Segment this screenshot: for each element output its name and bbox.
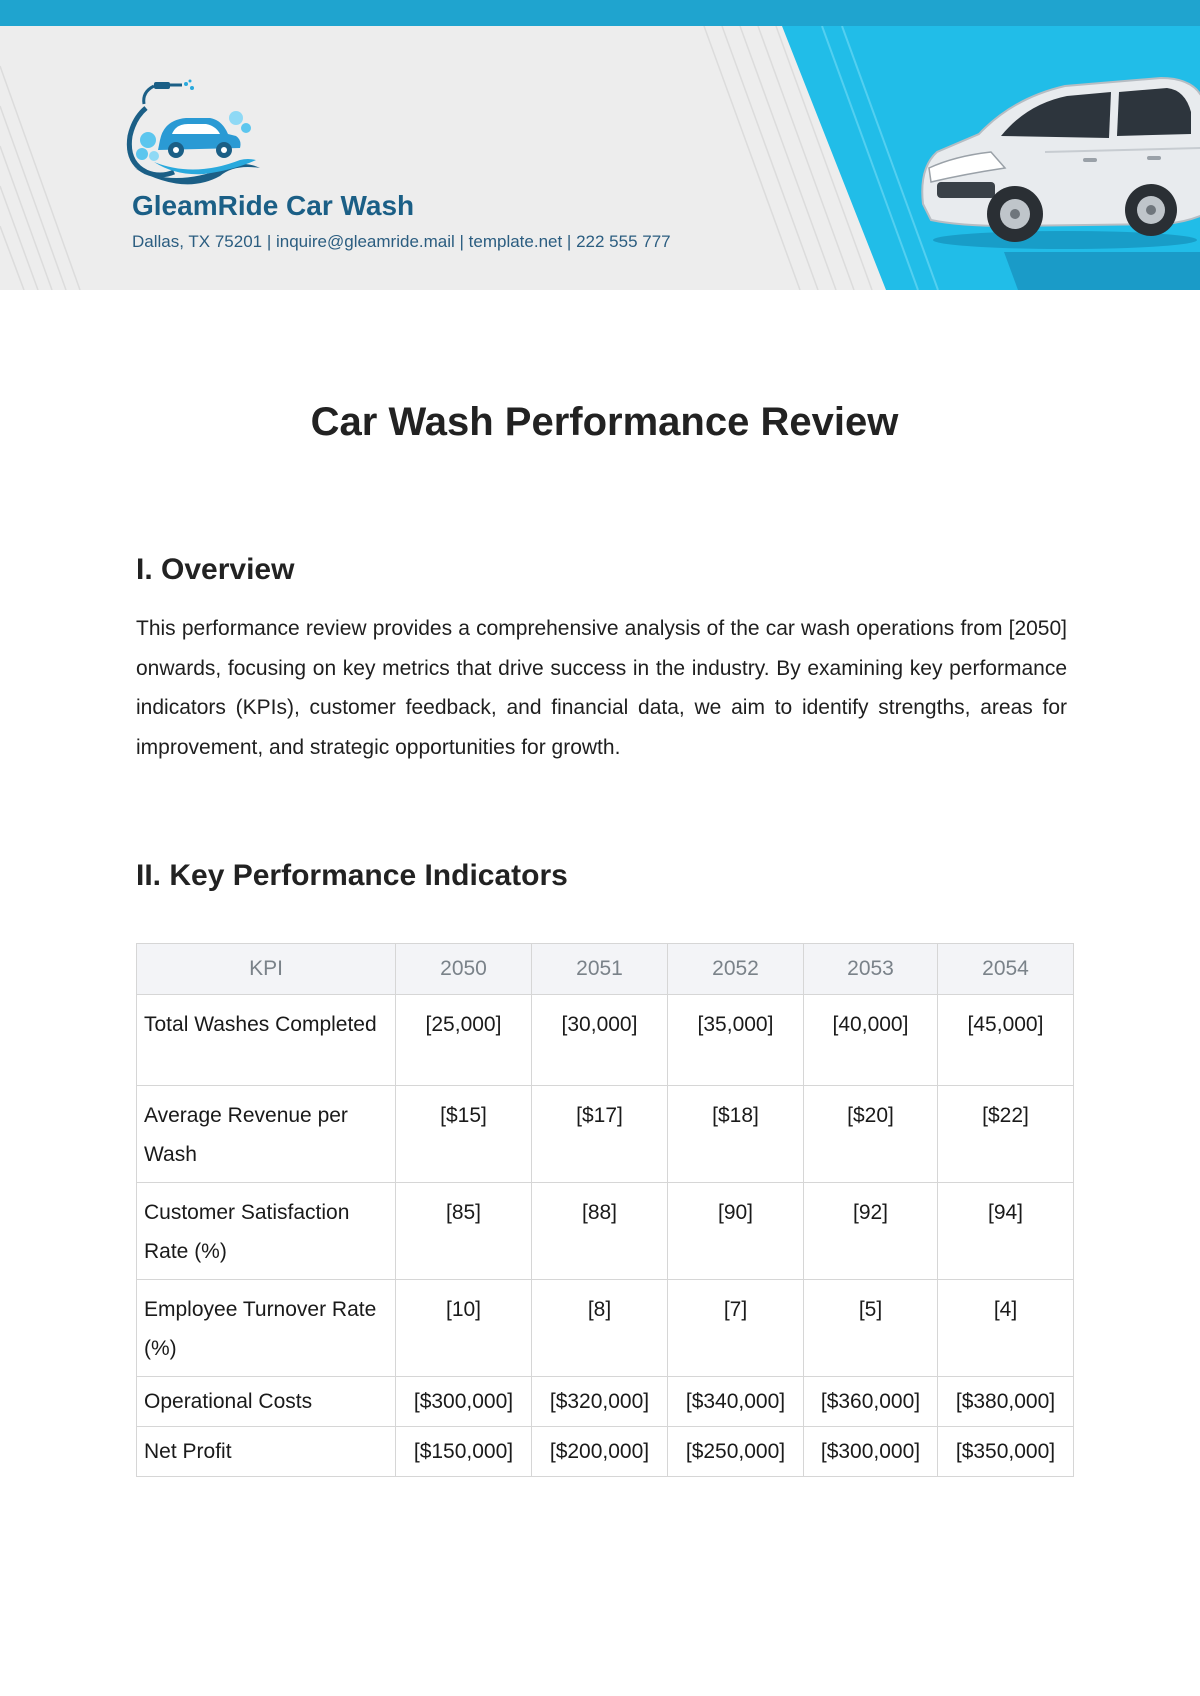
kpi-label: Employee Turnover Rate (%)	[137, 1280, 396, 1377]
table-cell: [94]	[938, 1183, 1074, 1280]
table-row	[137, 1183, 1074, 1280]
table-cell: [$22]	[938, 1086, 1074, 1183]
table-cell: [88]	[532, 1183, 668, 1280]
table-header-row	[137, 944, 1074, 995]
table-row	[137, 995, 1074, 1086]
table-cell: [$300,000]	[396, 1377, 532, 1427]
section-heading-overview: I. Overview	[136, 553, 295, 586]
kpi-label: Net Profit	[137, 1427, 396, 1477]
minivan-icon	[915, 64, 1200, 254]
kpi-table	[136, 943, 1074, 1477]
table-cell: [$340,000]	[668, 1377, 804, 1427]
table-row	[137, 1086, 1074, 1183]
table-cell: [$380,000]	[938, 1377, 1074, 1427]
table-cell: [7]	[668, 1280, 804, 1377]
table-cell: [$18]	[668, 1086, 804, 1183]
table-cell: [8]	[532, 1280, 668, 1377]
table-cell: [$350,000]	[938, 1427, 1074, 1477]
table-row	[137, 1377, 1074, 1427]
letterhead	[0, 26, 1200, 290]
table-cell: [4]	[938, 1280, 1074, 1377]
column-header: 2054	[938, 944, 1074, 995]
table-cell: [$300,000]	[804, 1427, 938, 1477]
company-name: GleamRide Car Wash	[132, 190, 415, 221]
table-row	[137, 1280, 1074, 1377]
column-header: 2051	[532, 944, 668, 995]
table-cell: [40,000]	[804, 995, 938, 1086]
table-cell: [$250,000]	[668, 1427, 804, 1477]
column-header: 2052	[668, 944, 804, 995]
overview-paragraph: This performance review provides a comprehensive analysis of the car wash operations from [2050] onwards, focusing on key metrics that drive success in the industry. By examining key performance indicators (KPIs), customer feedback, and financial data, we aim to identify strengths, areas for improvement, and strategic opportunities for growth.	[136, 617, 1067, 759]
table-cell: [$150,000]	[396, 1427, 532, 1477]
kpi-label: Average Revenue per Wash	[137, 1086, 396, 1183]
table-cell: [$15]	[396, 1086, 532, 1183]
table-cell: [30,000]	[532, 995, 668, 1086]
column-header: 2053	[804, 944, 938, 995]
kpi-label: Customer Satisfaction Rate (%)	[137, 1183, 396, 1280]
table-cell: [5]	[804, 1280, 938, 1377]
table-cell: [90]	[668, 1183, 804, 1280]
table-cell: [$320,000]	[532, 1377, 668, 1427]
table-cell: [92]	[804, 1183, 938, 1280]
section-heading-kpi: II. Key Performance Indicators	[136, 859, 568, 892]
document-title: Car Wash Performance Review	[310, 400, 899, 444]
top-accent-bar	[0, 0, 1200, 26]
table-cell: [25,000]	[396, 995, 532, 1086]
table-cell: [$17]	[532, 1086, 668, 1183]
table-cell: [85]	[396, 1183, 532, 1280]
table-cell: [35,000]	[668, 995, 804, 1086]
contact-line: Dallas, TX 75201 | inquire@gleamride.mail | template.net | 222 555 777	[132, 232, 671, 251]
table-row	[137, 1427, 1074, 1477]
kpi-label: Total Washes Completed	[137, 995, 396, 1086]
table-cell: [45,000]	[938, 995, 1074, 1086]
table-cell: [$360,000]	[804, 1377, 938, 1427]
table-cell: [10]	[396, 1280, 532, 1377]
table-cell: [$20]	[804, 1086, 938, 1183]
car-wash-logo-icon	[124, 78, 264, 190]
table-cell: [$200,000]	[532, 1427, 668, 1477]
column-header: KPI	[137, 944, 396, 995]
column-header: 2050	[396, 944, 532, 995]
kpi-label: Operational Costs	[137, 1377, 396, 1427]
